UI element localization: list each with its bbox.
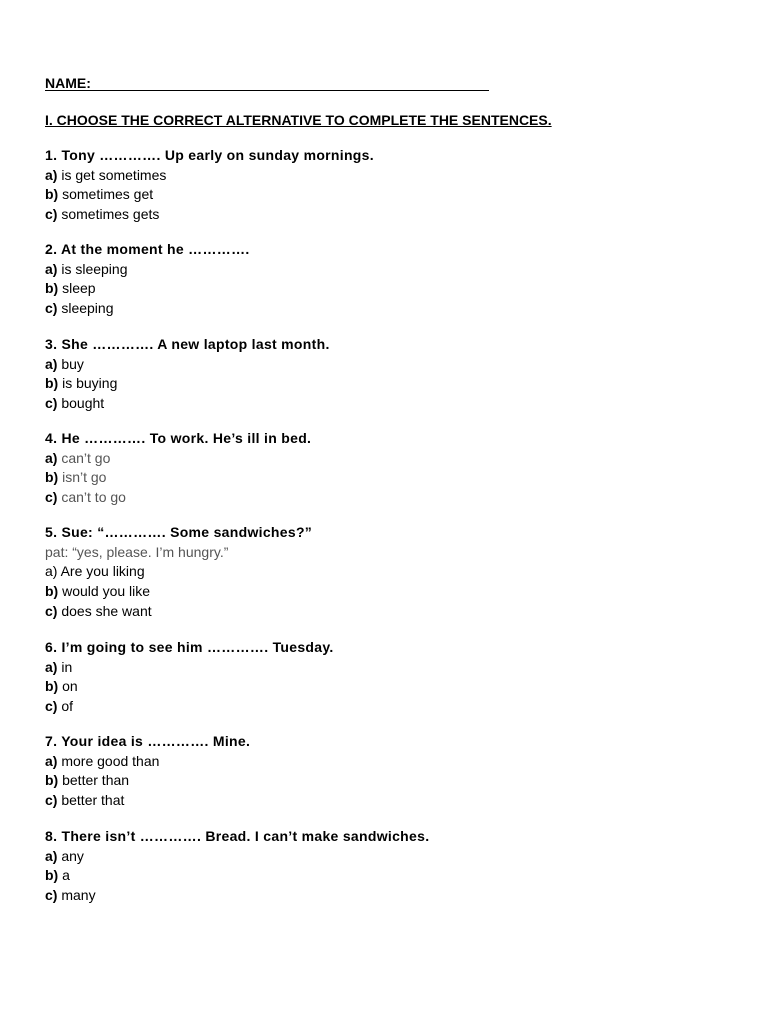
question-text: 5. Sue: “…………. Some sandwiches?” [45,524,313,540]
option-text: of [57,698,74,715]
option-b [45,279,725,299]
option-c [45,299,725,319]
option-text: sometimes get [58,186,154,203]
option-text: is sleeping [57,260,128,277]
option-letter: b) [45,186,59,203]
option-letter: b) [45,375,59,392]
option-text: can’t go [57,449,111,466]
section-title: I. CHOOSE THE CORRECT ALTERNATIVE TO COMPLETE THE SENTENCES. [45,112,552,128]
option-a [45,847,725,867]
question-8 [45,827,725,906]
question-text: 1. Tony …………. Up early on sunday mornings. [45,147,374,163]
option-letter: c) [45,792,58,809]
option-text: in [57,658,73,675]
option-letter: a) [45,752,58,769]
option-letter: a) [45,355,58,372]
option-text: buy [57,355,84,372]
option-text: sleeping [57,300,114,317]
option-b [45,771,725,791]
option-a [45,658,725,678]
option-letter: b) [45,867,59,884]
option-letter: a) [45,563,58,580]
question-5 [45,523,725,622]
option-letter: a) [45,658,58,675]
option-b [45,374,725,394]
option-letter: a) [45,260,58,277]
option-letter: a) [45,847,58,864]
option-a [45,449,725,469]
option-text: can’t to go [57,489,126,506]
option-b [45,468,725,488]
option-letter: c) [45,300,58,317]
option-a [45,260,725,280]
option-text: is get sometimes [57,166,167,183]
option-c [45,488,725,508]
option-text: better that [57,792,125,809]
question-3 [45,335,725,414]
option-text: does she want [57,602,152,619]
option-text: is buying [58,375,118,392]
option-letter: c) [45,395,58,412]
option-letter: c) [45,489,58,506]
option-a [45,752,725,772]
option-c [45,697,725,717]
option-letter: c) [45,206,58,223]
option-text: any [57,847,84,864]
question-text: 4. He …………. To work. He’s ill in bed. [45,430,312,446]
option-letter: a) [45,449,58,466]
option-letter: c) [45,602,58,619]
option-text: isn’t go [58,469,107,486]
worksheet-page [45,0,725,1024]
option-letter: b) [45,772,59,789]
option-c [45,602,725,622]
option-c [45,886,725,906]
option-text: many [57,887,96,904]
question-7 [45,732,725,811]
question-text: 8. There isn’t …………. Bread. I can’t make sandwiches. [45,828,430,844]
option-c [45,791,725,811]
question-2 [45,240,725,319]
dialogue-line: pat: “yes, please. I’m hungry.” [45,543,229,560]
question-text: 3. She …………. A new laptop last month. [45,336,330,352]
option-b [45,185,725,205]
question-text: 7. Your idea is …………. Mine. [45,733,251,749]
option-c [45,205,725,225]
option-b [45,866,725,886]
option-a [45,355,725,375]
option-letter: a) [45,166,58,183]
option-b [45,582,725,602]
option-text: better than [58,772,130,789]
option-text: sometimes gets [57,206,160,223]
option-letter: b) [45,469,59,486]
name-blank-line [45,90,489,91]
option-text: Are you liking [57,563,145,580]
option-letter: b) [45,678,59,695]
option-text: would you like [58,583,151,600]
option-text: more good than [57,752,160,769]
option-letter: c) [45,887,58,904]
option-letter: b) [45,280,59,297]
question-text: 6. I’m going to see him …………. Tuesday. [45,639,334,655]
option-letter: c) [45,698,58,715]
option-letter: b) [45,583,59,600]
option-c [45,394,725,414]
question-1 [45,146,725,225]
question-4 [45,429,725,508]
option-text: on [58,678,78,695]
option-a [45,562,725,582]
option-text: sleep [58,280,96,297]
name-label: NAME: [45,75,91,91]
option-text: bought [57,395,105,412]
option-b [45,677,725,697]
question-6 [45,638,725,717]
option-text: a [58,867,70,884]
option-a [45,166,725,186]
question-text: 2. At the moment he …………. [45,241,250,257]
